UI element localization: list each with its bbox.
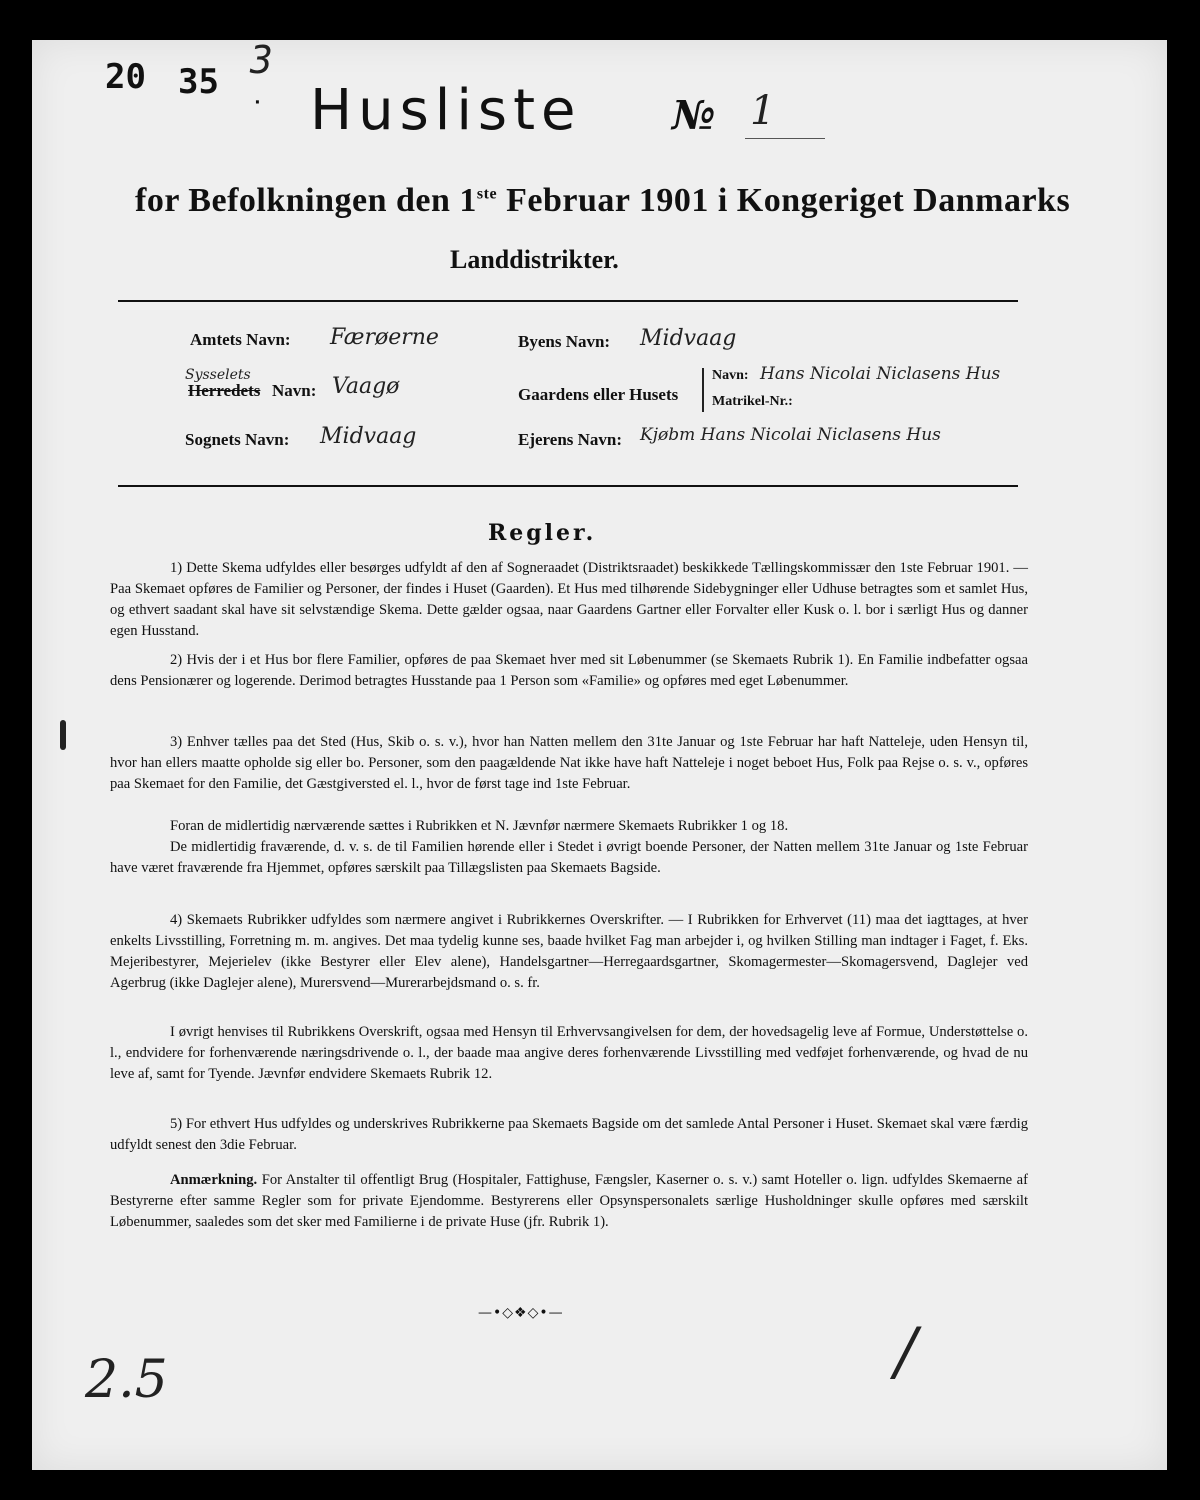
page-edge-mark <box>60 720 66 750</box>
sogn-label: Sognets Navn: <box>185 430 290 449</box>
rule-3-absent: De midlertidig fraværende, d. v. s. de til Familien hørende eller i Stedet i øvrigt boende Personer, der Natten mellem 31te Januar og 1ste Februar have været fraværende fra Hjemmet, opføres særskilt paa Tillægslisten paa Skemaets Bagside. <box>110 839 1028 876</box>
subtitle-post: Februar 1901 i Kongeriget Danmarks <box>497 182 1071 219</box>
rule-1: 1) Dette Skema udfyldes eller besørges udfyldt af den af Sogneraadet (Distriktsraadet) beskikkede Tællingskommissær den 1ste Februar 1901. — Paa Skemaet opføres de Familier og Personer, der findes i Huset (Gaarden). Et Hus med tilhørende Sidebygninger eller Udhuse betragtes som et samlet Hus, og ethvert saadant skal have sit selvstændige Skema. Dette gælder ogsaa, naar Gaardens Gartner eller Forvalter eller Kusk o. l. bor i særligt Hus og danner egen Husstand. <box>110 560 1028 639</box>
subtitle-sup: ste <box>476 185 498 203</box>
district-heading: Landdistrikter. <box>450 245 619 274</box>
sogn-value: Midvaag <box>320 424 417 449</box>
bottom-rule <box>118 485 1018 487</box>
herred-label-navn: Navn: <box>272 381 317 400</box>
gaard-matrikel-label: Matrikel-Nr.: <box>712 394 793 409</box>
archive-number-b: 35 <box>178 62 219 102</box>
archive-number-a: 20 <box>105 57 146 97</box>
rule-4: 4) Skemaets Rubrikker udfyldes som nærmere angivet i Rubrikkernes Overskrifter. — I Rubrikken for Erhvervet (11) maa det iagttages, at hver enkelts Livsstilling, Forretning m. m. angives. Det maa tydelig kunne ses, baade hvilket Fag man arbejder i, og hvilken Stilling man indtager i Faget, f. Eks. Mejeribestyrer, Mejerielev (ikke Bestyrer eller Elev alene), Handelsgartner—Herregaardsgartner, Skomagermester—Skomagersvend, Daglejer ved Agerbrug (ikke Daglejer alene), Murersvend—Murerarbejdsmand o. s. fr. <box>110 912 1028 991</box>
rule-2: 2) Hvis der i et Hus bor flere Familier, opføres de paa Skemaet hver med sit Løbenummer (se Skemaets Rubrik 1). En Familie indbefatter ogsaa dens Pensionærer og logerende. Derimod betragtes Husstande paa 1 Person som «Familie» og opføres med eget Løbenummer. <box>110 652 1028 689</box>
number-sign: № <box>672 92 716 139</box>
amt-value: Færøerne <box>330 325 439 350</box>
ejer-value: Kjøbm Hans Nicolai Niclasens Hus <box>640 425 941 445</box>
rule-5: 5) For ethvert Hus udfyldes og underskrives Rubrikkerne paa Skemaets Bagside om det samlede Antal Personer i Huset. Skemaet skal være færdig udfyldt senest den 3die Februar. <box>110 1116 1028 1153</box>
gaard-label: Gaardens eller Husets <box>518 385 679 404</box>
gaard-brace <box>702 368 704 412</box>
gaard-navn-label: Navn: <box>712 368 749 383</box>
handwritten-check-mark: / <box>895 1315 917 1389</box>
subtitle-pre: for Befolkningen den 1 <box>135 182 477 219</box>
herred-value: Vaagø <box>332 374 400 399</box>
number-underline <box>745 138 825 139</box>
rule-4-b: I øvrigt henvises til Rubrikkens Overskrift, ogsaa med Hensyn til Erhvervsangivelsen for dem, der hovedsagelig leve af Formue, Understøttelse o. l., endvidere for forhenværende næringsdrivende o. l., der baade maa angive deres forhenværende Livsstilling med vedføjet forhenværende, og hvad de nu leve af, samt for Tyende. Jævnfør endvidere Skemaets Rubrik 12. <box>110 1024 1028 1082</box>
note-lead: Anmærkning. <box>170 1172 258 1188</box>
ornament-divider: —•◇❖◇•— <box>478 1305 564 1321</box>
dot-mark: · <box>252 92 263 113</box>
rules-heading: Regler. <box>488 520 597 546</box>
note <box>110 1170 1028 1233</box>
note-text: For Anstalter til offentligt Brug (Hospitaler, Fattighuse, Fængsler, Kaserner o. s. v.) samt Hoteller o. lign. udfyldes Skemaerne af Bestyrerne efter samme Regler som for private Ejendomme. Bestyrerens eller Opsynspersonalets særlige Husholdninger skulle opføres med særskilt Løbenummer, saaledes som det sker med Familierne i de private Huse (jfr. Rubrik 1). <box>110 1172 1028 1230</box>
herred-label: Herredets <box>188 381 261 400</box>
by-label: Byens Navn: <box>518 332 611 351</box>
gaard-navn-value: Hans Nicolai Niclasens Hus <box>760 364 1001 384</box>
handwritten-bottom-number: 2.5 <box>85 1350 168 1410</box>
rule-3-nb: Foran de midlertidig nærværende sættes i Rubrikken et N. Jævnfør nærmere Skemaets Rubrikker 1 og 18. <box>170 818 789 834</box>
top-rule <box>118 300 1018 302</box>
handwritten-number: 3 <box>250 38 273 82</box>
form-subtitle <box>135 182 1070 220</box>
list-number: 1 <box>750 88 776 134</box>
amt-label: Amtets Navn: <box>190 330 291 349</box>
ejer-label: Ejerens Navn: <box>518 430 623 449</box>
rule-3: 3) Enhver tælles paa det Sted (Hus, Skib o. s. v.), hvor han Natten mellem den 31te Januar og 1ste Februar har haft Natteleje, uden Hensyn til, hvor han ellers maatte opholde sig eller bo. Personer, som den paagældende Nat ikke have haft Natteleje i noget beboet Hus, Folk paa Rejse o. s. v., opføres paa Skemaet for den Familie, det Gæstgiversted el. l., hvor de først tage ind 1ste Februar. <box>110 734 1028 792</box>
form-title: Husliste <box>310 78 582 143</box>
herred-handwritten-correction: Sysselets <box>185 367 251 383</box>
by-value: Midvaag <box>640 326 737 351</box>
